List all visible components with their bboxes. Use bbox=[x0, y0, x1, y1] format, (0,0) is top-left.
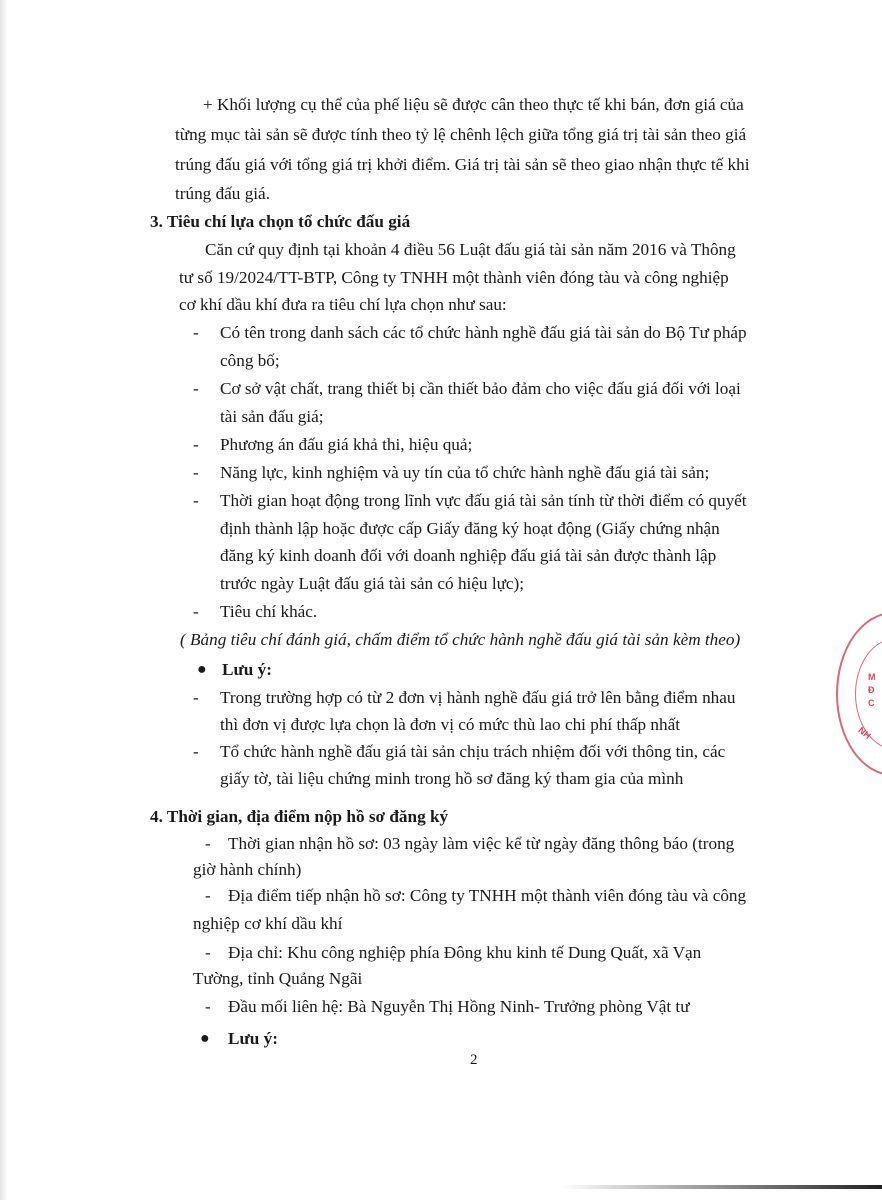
stamp-text: M bbox=[868, 672, 876, 682]
list-item: Cơ sở vật chất, trang thiết bị cần thiết bảo đảm cho việc đấu giá đối với loại bbox=[220, 379, 741, 398]
text-line: + Khối lượng cụ thể của phế liệu sẽ được cân theo thực tế khi bán, đơn giá của bbox=[203, 95, 744, 114]
list-item: Địa chỉ: Khu công nghiệp phía Đông khu kinh tế Dung Quất, xã Vạn bbox=[228, 943, 702, 962]
note-heading: Lưu ý: bbox=[222, 660, 272, 679]
dash-marker: - bbox=[205, 943, 211, 962]
section-heading-4: 4. Thời gian, địa điểm nộp hồ sơ đăng ký bbox=[150, 807, 449, 826]
text-line: tư số 19/2024/TT-BTP, Công ty TNHH một thành viên đóng tàu và công nghiệp bbox=[179, 268, 729, 287]
dash-marker: - bbox=[205, 834, 211, 853]
list-item-cont: thì đơn vị được lựa chọn là đơn vị có mức thù lao chi phí thấp nhất bbox=[220, 715, 680, 734]
stamp-text: C bbox=[868, 698, 875, 708]
list-item-cont: công bố; bbox=[220, 351, 280, 370]
list-item-cont: đăng ký kinh doanh đối với doanh nghiệp đấu giá tài sản được thành lập bbox=[220, 546, 717, 565]
dash-marker: - bbox=[205, 997, 211, 1016]
page-number: 2 bbox=[470, 1052, 478, 1068]
list-item-cont: giờ hành chính) bbox=[193, 860, 302, 879]
stamp-text: NH bbox=[856, 724, 873, 742]
dash-marker: - bbox=[193, 435, 199, 454]
section-heading-3: 3. Tiêu chí lựa chọn tổ chức đấu giá bbox=[150, 212, 411, 231]
list-item-cont: định thành lập hoặc được cấp Giấy đăng ký hoạt động (Giấy chứng nhận bbox=[220, 519, 720, 538]
list-item-cont: giấy tờ, tài liệu chứng minh trong hồ sơ đăng ký tham gia của mình bbox=[220, 769, 684, 788]
list-item: Thời gian hoạt động trong lĩnh vực đấu giá tài sản tính từ thời điểm có quyết bbox=[220, 491, 747, 510]
dash-marker: - bbox=[193, 742, 199, 761]
list-item: Có tên trong danh sách các tổ chức hành nghề đấu giá tài sản do Bộ Tư pháp bbox=[220, 323, 747, 342]
note-line: ( Bảng tiêu chí đánh giá, chấm điểm tổ chức hành nghề đấu giá tài sản kèm theo) bbox=[180, 630, 741, 649]
scan-edge bbox=[0, 0, 8, 1200]
list-item: Tổ chức hành nghề đấu giá tài sản chịu trách nhiệm đối với thông tin, các bbox=[220, 742, 726, 761]
dash-marker: - bbox=[205, 886, 211, 905]
text-line: cơ khí dầu khí đưa ra tiêu chí lựa chọn như sau: bbox=[179, 295, 507, 314]
dash-marker: - bbox=[193, 379, 199, 398]
dash-marker: - bbox=[193, 463, 199, 482]
list-item-cont: Tường, tỉnh Quảng Ngãi bbox=[193, 969, 363, 988]
list-item: Đầu mối liên hệ: Bà Nguyễn Thị Hồng Ninh- Trưởng phòng Vật tư bbox=[228, 997, 690, 1016]
list-item: Trong trường hợp có từ 2 đơn vị hành nghề đấu giá trở lên bằng điểm nhau bbox=[220, 688, 736, 707]
list-item: Tiêu chí khác. bbox=[220, 602, 318, 621]
bullet-marker: ● bbox=[197, 661, 207, 678]
list-item: Thời gian nhận hồ sơ: 03 ngày làm việc kể từ ngày đăng thông báo (trong bbox=[228, 834, 735, 853]
text-line: từng mục tài sản sẽ được tính theo tỷ lệ chênh lệch giữa tổng giá trị tài sản theo giá bbox=[175, 125, 747, 144]
note-heading: Lưu ý: bbox=[228, 1029, 278, 1048]
list-item-cont: trước ngày Luật đấu giá tài sản có hiệu lực); bbox=[220, 574, 525, 593]
list-item: Năng lực, kinh nghiệm và uy tín của tổ chức hành nghề đấu giá tài sản; bbox=[220, 463, 710, 482]
dash-marker: - bbox=[193, 602, 199, 621]
list-item-cont: nghiệp cơ khí dầu khí bbox=[193, 914, 343, 933]
bullet-marker: ● bbox=[200, 1030, 210, 1047]
list-item: Phương án đấu giá khả thi, hiệu quả; bbox=[220, 435, 473, 454]
dash-marker: - bbox=[193, 323, 199, 342]
text-line: trúng đấu giá với tổng giá trị khởi điểm. Giá trị tài sản sẽ theo giao nhận thực tế khi bbox=[175, 155, 750, 174]
scan-shadow bbox=[560, 1185, 882, 1189]
list-item: Địa điểm tiếp nhận hồ sơ: Công ty TNHH một thành viên đóng tàu và công bbox=[228, 886, 747, 905]
list-item-cont: tài sản đấu giá; bbox=[220, 407, 324, 426]
stamp-text: Đ bbox=[868, 685, 875, 695]
dash-marker: - bbox=[193, 688, 199, 707]
text-line: Căn cứ quy định tại khoản 4 điều 56 Luật đấu giá tài sản năm 2016 và Thông bbox=[205, 240, 736, 259]
dash-marker: - bbox=[193, 491, 199, 510]
text-line: trúng đấu giá. bbox=[175, 184, 270, 203]
